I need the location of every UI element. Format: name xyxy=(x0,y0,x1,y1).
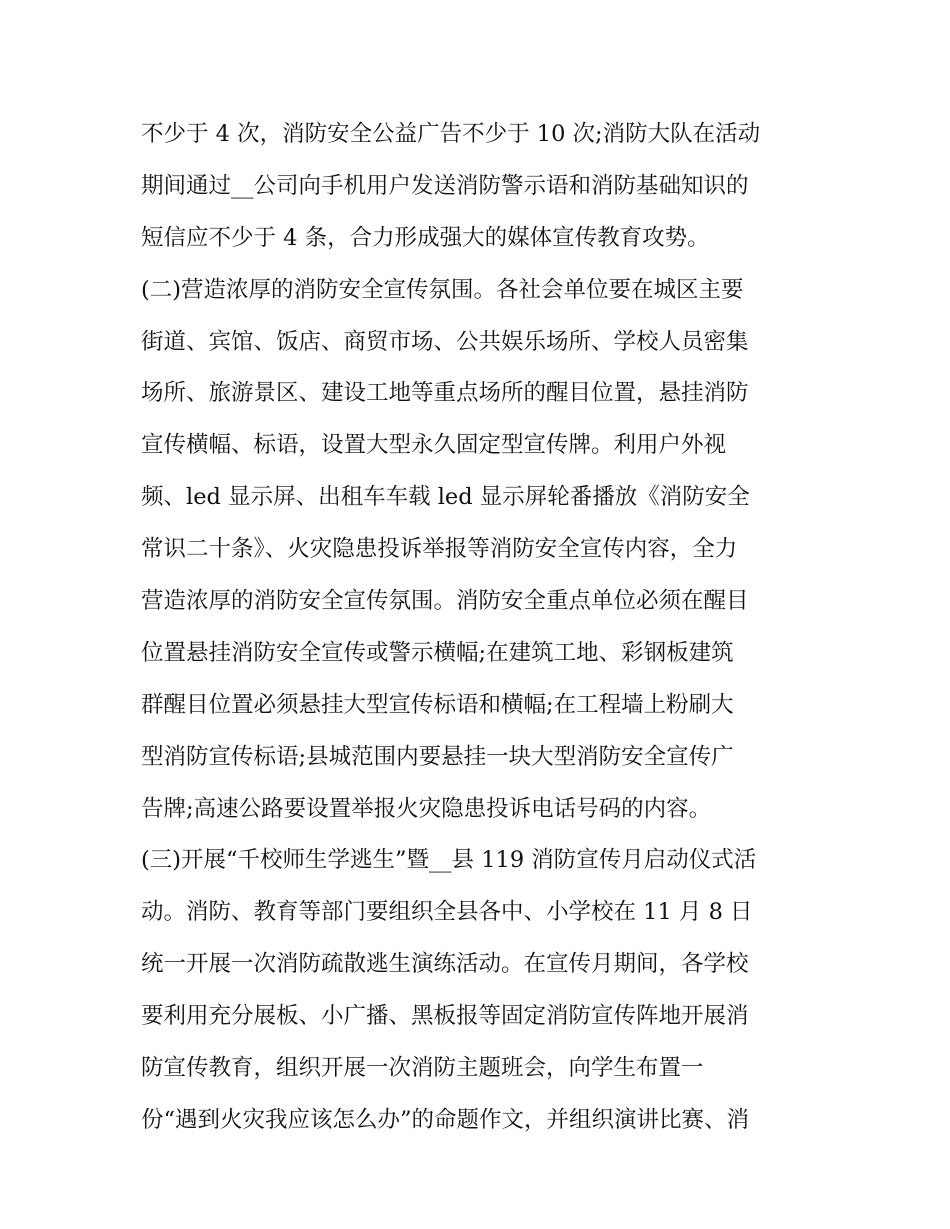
text-line: 告牌;高速公路要设置举报火灾隐患投诉电话号码的内容。 xyxy=(141,795,712,822)
text-line: 防宣传教育，组织开展一次消防主题班会，向学生布置一 xyxy=(141,1055,704,1082)
text-line: 型消防宣传标语;县城范围内要悬挂一块大型消防安全宣传广 xyxy=(141,743,734,770)
text-line: 场所、旅游景区、建设工地等重点场所的醒目位置，悬挂消防 xyxy=(141,380,749,407)
section-heading-line: (三)开展“千校师生学逃生”暨__县 119 消防宣传月启动仪式活 xyxy=(141,847,757,874)
text-line: 不少于 4 次，消防安全公益广告不少于 10 次;消防大队在活动 xyxy=(141,121,761,147)
text-line: 份“遇到火灾我应该怎么办”的命题作文，并组织演讲比赛、消 xyxy=(141,1106,750,1133)
section-heading-line: (二)营造浓厚的消防安全宣传氛围。各社会单位要在城区主要 xyxy=(141,276,744,303)
text-line: 营造浓厚的消防安全宣传氛围。消防安全重点单位必须在醒目 xyxy=(141,588,749,615)
text-line: 街道、宾馆、饭店、商贸市场、公共娱乐场所、学校人员密集 xyxy=(141,328,749,355)
text-line: 常识二十条》、火灾隐患投诉举报等消防安全宣传内容，全力 xyxy=(141,536,738,563)
text-line: 群醒目位置必须悬挂大型宣传标语和横幅;在工程墙上粉刷大 xyxy=(141,691,734,718)
text-line: 宣传横幅、标语，设置大型永久固定型宣传牌。利用户外视 xyxy=(141,432,727,459)
text-line: 位置悬挂消防安全宣传或警示横幅;在建筑工地、彩钢板建筑 xyxy=(141,639,734,666)
text-line: 期间通过__公司向手机用户发送消防警示语和消防基础知识的 xyxy=(141,172,749,199)
body-text xyxy=(141,109,821,1147)
text-line: 统一开展一次消防疏散逃生演练活动。在宣传月期间，各学校 xyxy=(141,951,749,978)
text-line: 频、led 显示屏、出租车车载 led 显示屏轮番播放《消防安全 xyxy=(141,484,750,511)
text-line: 动。消防、教育等部门要组织全县各中、小学校在 11 月 8 日 xyxy=(141,899,753,926)
text-line: 短信应不少于 4 条，合力形成强大的媒体宣传教育攻势。 xyxy=(141,224,710,251)
text-line: 要利用充分展板、小广播、黑板报等固定消防宣传阵地开展消 xyxy=(141,1003,749,1030)
